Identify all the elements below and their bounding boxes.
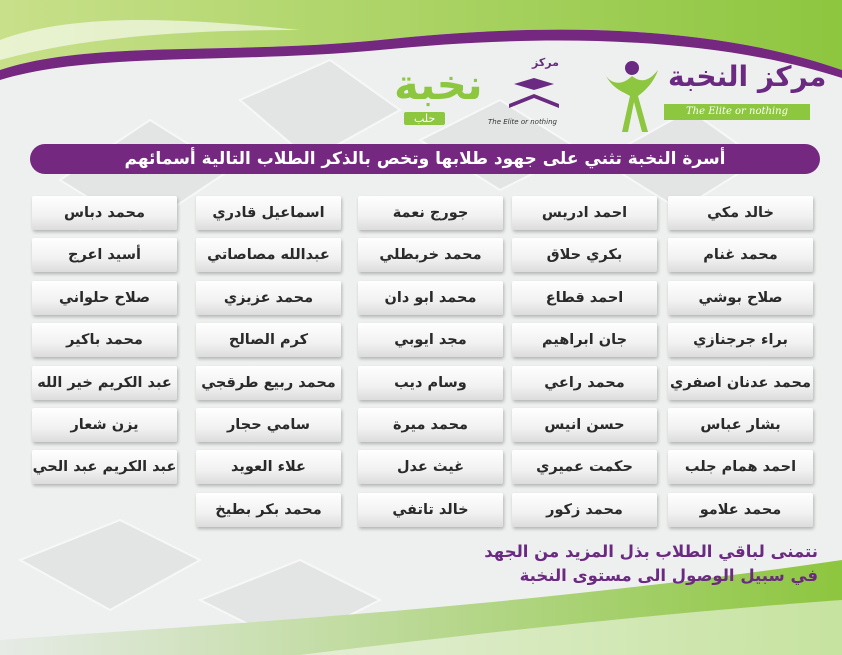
names-column-3 (358, 196, 503, 535)
student-name: عبدالله مصاصاتي (196, 238, 341, 272)
book-icon (504, 74, 564, 114)
student-name: محمد عدنان اصفري (668, 366, 813, 400)
nukhba-aleppo-logo (384, 54, 574, 134)
student-name: مجد ايوبي (358, 323, 503, 357)
closing-line-2: في سبيل الوصول الى مستوى النخبة (519, 566, 818, 585)
student-name: كرم الصالح (196, 323, 341, 357)
student-name: محمد بكر بطيخ (196, 493, 341, 527)
student-name: محمد راعي (512, 366, 657, 400)
logo-prefix: مركز (532, 56, 559, 69)
student-name: غيث عدل (358, 450, 503, 484)
nukhba-center-logo (598, 56, 828, 136)
student-name: محمد ابو دان (358, 281, 503, 315)
logo-name: نخبة (394, 60, 483, 109)
student-name: محمد عزيزي (196, 281, 341, 315)
student-name: جورج نعمة (358, 196, 503, 230)
student-name: بكري حلاق (512, 238, 657, 272)
student-name: عبد الكريم عبد الحي (32, 450, 177, 484)
student-name: خالد مكي (668, 196, 813, 230)
student-name: محمد ربيع طرقجي (196, 366, 341, 400)
student-name: خالد تاتفي (358, 493, 503, 527)
student-name: سامي حجار (196, 408, 341, 442)
honor-banner: أسرة النخبة تثني على جهود طلابها وتخص بالذكر الطلاب التالية أسمائهم (30, 144, 820, 174)
student-name: محمد باكير (32, 323, 177, 357)
student-name: حسن انيس (512, 408, 657, 442)
student-name: أسيد اعرج (32, 238, 177, 272)
logo-city: حلب (404, 112, 445, 125)
student-name: يزن شعار (32, 408, 177, 442)
student-name: احمد قطاع (512, 281, 657, 315)
student-name: صلاح بوشي (668, 281, 813, 315)
student-name: اسماعيل قادري (196, 196, 341, 230)
logo-tagline: The Elite or nothing (488, 118, 557, 126)
student-name: محمد علامو (668, 493, 813, 527)
names-column-1 (668, 196, 813, 535)
center-name: مركز النخبة (668, 60, 827, 93)
student-name: وسام ديب (358, 366, 503, 400)
student-name: محمد غنام (668, 238, 813, 272)
figure-icon (602, 56, 662, 136)
closing-message (470, 540, 818, 588)
student-name: محمد خربطلي (358, 238, 503, 272)
student-name: محمد زكور (512, 493, 657, 527)
names-column-4 (196, 196, 341, 535)
student-name: علاء العويد (196, 450, 341, 484)
student-name: حكمت عميري (512, 450, 657, 484)
closing-line-1: نتمنى لباقي الطلاب بذل المزيد من الجهد (484, 542, 818, 561)
names-column-2 (512, 196, 657, 535)
student-name: صلاح حلواني (32, 281, 177, 315)
student-name: احمد ادريس (512, 196, 657, 230)
student-name: محمد دباس (32, 196, 177, 230)
student-name: بشار عباس (668, 408, 813, 442)
student-name: جان ابراهيم (512, 323, 657, 357)
student-name: احمد همام جلب (668, 450, 813, 484)
student-name: محمد ميرة (358, 408, 503, 442)
student-name: عبد الكريم خير الله (32, 366, 177, 400)
center-tagline: The Elite or nothing (664, 104, 810, 120)
names-column-5 (32, 196, 177, 535)
student-name: براء جرجنازي (668, 323, 813, 357)
